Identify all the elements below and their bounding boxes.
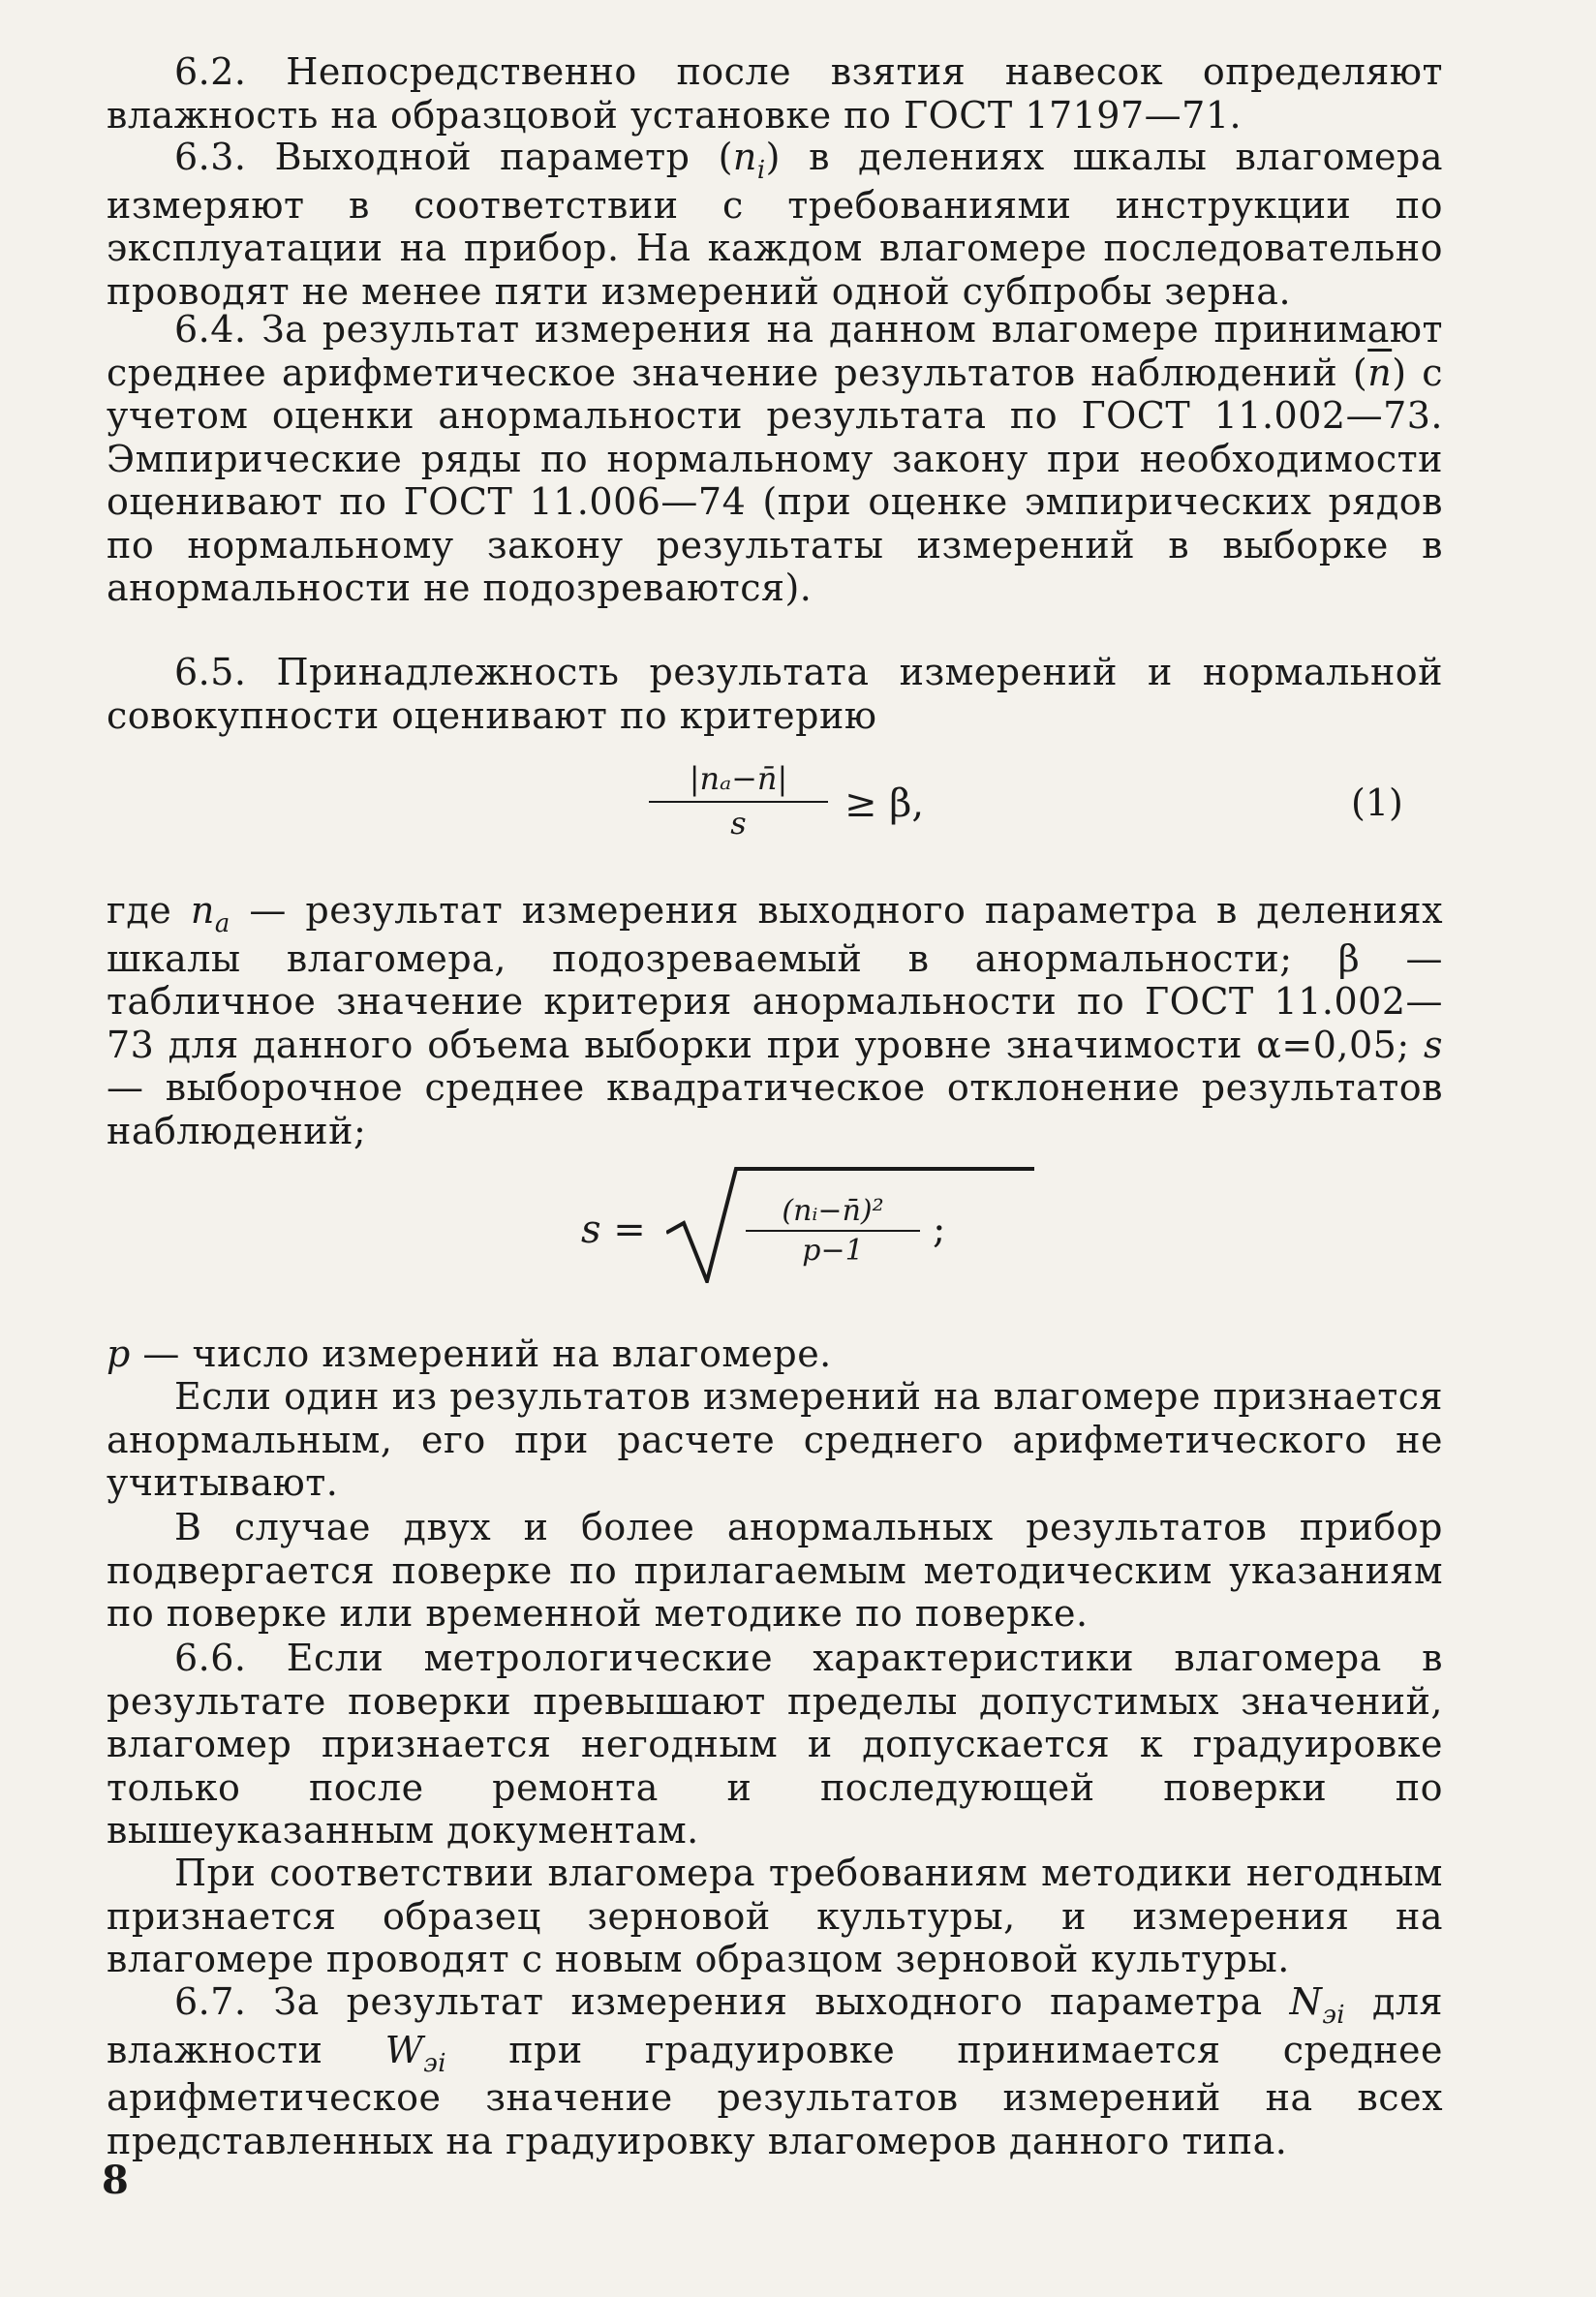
page-number: 8 [102, 2158, 129, 2203]
formula-relation: ≥ β, [844, 781, 925, 826]
paragraph-p-definition [107, 1332, 1443, 1376]
variable-n: n [190, 889, 215, 932]
paragraph-6-7 [107, 1980, 1443, 2162]
radical-fraction [746, 1194, 920, 1268]
text-segment: — выборочное среднее квадратическое отклонение результатов наблюдений; [107, 1066, 1443, 1152]
variable-s: s [1423, 1023, 1443, 1066]
formula-fraction [649, 760, 828, 842]
paragraph-if-one: Если один из результатов измерений на влагомере признается анормальным, его при расчете среднего арифметического не учитывают. [107, 1375, 1443, 1504]
formula-numerator: |nₐ−n̄| [649, 760, 828, 803]
radical-numerator: (nᵢ−n̄)² [746, 1194, 920, 1232]
text-segment: ) с учетом оценки анормальности результата по ГОСТ 11.002—73. Эмпирические ряды по нормальному закону при необходимости оценивают по ГОСТ 11.006—74 (при оценке эмпирических рядов по нормальному закону результаты измерений в выборке в анормальности не подозреваются). [107, 351, 1443, 609]
paragraph-6-5: 6.5. Принадлежность результата измерений и нормальной совокупности оценивают по критерию [107, 651, 1443, 737]
radical-sign [666, 1167, 1054, 1283]
subscript-i: i [756, 156, 766, 186]
paragraph-where [107, 889, 1443, 1152]
text-segment: 6.4. За результат измерения на данном влагомере принимают среднее арифметическое значение результатов наблюдений ( [107, 308, 1443, 394]
paragraph-6-6: 6.6. Если метрологические характеристики влагомера в результате поверки превышают пределы допустимых значений, влагомер признается негодным и допускается к градуировке только после ремонта и последующей поверки по вышеуказанным документам. [107, 1637, 1443, 1852]
formula-std-deviation [581, 1167, 1162, 1293]
radical-denominator: p−1 [802, 1234, 864, 1268]
paragraph-if-two: В случае двух и более анормальных результатов прибор подвергается поверке по прилагаемым методическим указаниям по поверке или временной методике по поверке. [107, 1506, 1443, 1635]
text-segment: ) в делениях шкалы влагомера измеряют в соответствии с требованиями инструкции по эксплуатации на прибор. На каждом влагомере последовательно проводят не менее пяти измерений одной субпробы зерна. [107, 136, 1443, 313]
paragraph-compliance: При соответствии влагомера требованиям методики негодным признается образец зерновой культуры, и измерения на влагомере проводят с новым образцом зерновой культуры. [107, 1852, 1443, 1980]
formula-tail: ; [933, 1208, 946, 1252]
text-segment: 6.7. За результат измерения выходного параметра [174, 1980, 1290, 2023]
paragraph-6-4 [107, 308, 1443, 610]
variable-W: W [384, 2028, 424, 2071]
subscript-ei: эi [1322, 2001, 1346, 2031]
variable-n: n [732, 136, 757, 178]
subscript-a: a [214, 909, 230, 939]
text-segment: — результат измерения выходного параметра в делениях шкалы влагомера, подозреваемый в анормальности; β — табличное значение критерия анормальности по ГОСТ 11.002—73 для данного объема выборки при уровне значимости α=0,05; [107, 889, 1444, 1066]
text-segment: — число измерений на влагомере. [130, 1332, 832, 1375]
variable-n-bar: $\overline{n}$ [1367, 351, 1393, 394]
formula-criterion [629, 760, 1501, 867]
formula-lhs: s = [581, 1208, 646, 1252]
paragraph-6-3 [107, 136, 1443, 313]
variable-p: p [107, 1332, 131, 1375]
text-segment: для влажности [107, 1980, 1443, 2071]
variable-N: N [1289, 1980, 1323, 2023]
paragraph-6-2: 6.2. Непосредственно после взятия навесок определяют влажность на образцовой установке по ГОСТ 17197—71. [107, 50, 1443, 137]
equation-number: (1) [1351, 781, 1403, 824]
subscript-ei: эi [423, 2048, 446, 2078]
formula-denominator: s [730, 805, 747, 842]
text-segment: 6.3. Выходной параметр ( [174, 136, 733, 178]
text-segment: при градуировке принимается среднее арифметическое значение результатов измерений на всех представленных на градуировку влагомеров данного типа. [107, 2028, 1443, 2162]
text-segment: где [107, 889, 191, 932]
